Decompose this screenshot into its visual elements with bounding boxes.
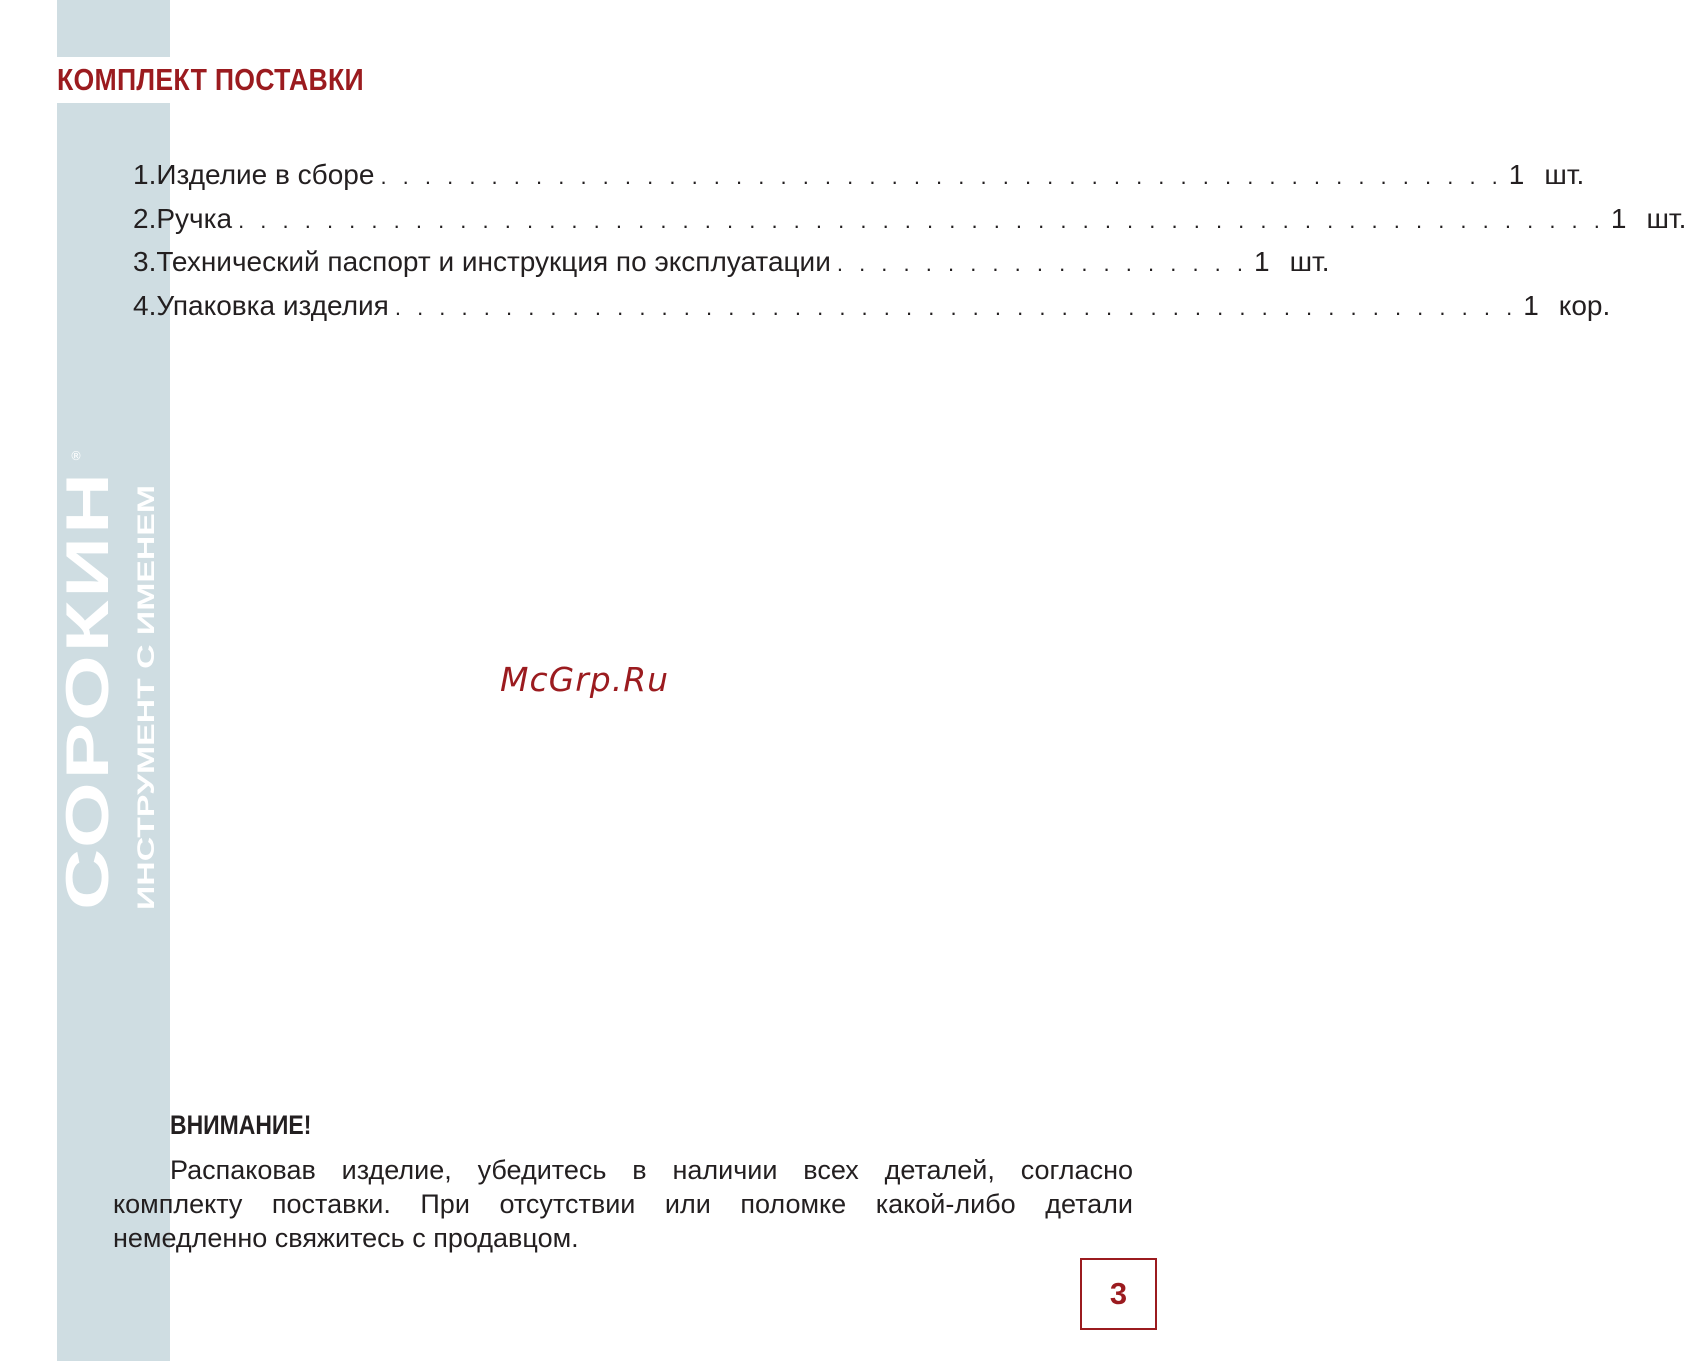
item-number: 1. — [133, 159, 157, 190]
item-quantity: 1 — [1610, 202, 1627, 234]
item-number: 2. — [133, 202, 157, 234]
item-name: Технический паспорт и инструкция по эксплуатации — [156, 246, 831, 277]
item-unit: шт. — [1289, 246, 1330, 277]
attention-text: Распаковав изделие, убедитесь в наличии всех деталей, согласно комплекту поставки. При отсутствии или поломке какой-либо детали немедленно свяжитесь с продавцом. — [113, 1155, 1133, 1253]
list-item — [133, 240, 1330, 284]
page-number: 3 — [1080, 1258, 1157, 1330]
item-unit: кор. — [1558, 289, 1611, 321]
dot-leader: . . . . . . . . . . . . . . . . . . . . . . . . . . . . . . . . . . . . . . . . . . . . . . . . . . . — [394, 294, 1518, 320]
item-number: 4. — [133, 289, 157, 321]
brand-logo — [54, 448, 162, 918]
item-unit: шт. — [1646, 202, 1686, 234]
item-quantity: 1 — [1254, 246, 1270, 277]
item-number: 3. — [133, 246, 157, 277]
item-name: Изделие в сборе — [156, 159, 375, 190]
list-item — [133, 153, 1585, 197]
list-item — [133, 197, 1686, 241]
attention-heading: ВНИМАНИЕ! — [170, 1110, 312, 1140]
dot-leader: . . . . . . . . . . . . . . . . . . . . . . . . . . . . . . . . . . . . . . . . . . . . . . . . . . . . . . . . . . . . . . — [238, 207, 1605, 233]
brand-name: СОРОКИН — [54, 598, 121, 910]
item-name: Ручка — [156, 202, 233, 234]
registered-mark: ® — [70, 449, 82, 463]
item-quantity: 1 — [1523, 289, 1539, 321]
brand-tagline: ИНСТРУМЕНТ С ИМЕНЕМ — [133, 608, 160, 910]
watermark: McGrp.Ru — [500, 660, 670, 699]
item-unit: шт. — [1544, 159, 1585, 190]
list-item — [133, 284, 1611, 328]
contents-list — [133, 153, 1686, 327]
dot-leader: . . . . . . . . . . . . . . . . . . . — [836, 251, 1248, 276]
item-name: Упаковка изделия — [156, 289, 389, 321]
dot-leader: . . . . . . . . . . . . . . . . . . . . . . . . . . . . . . . . . . . . . . . . . . . . . . . . . . . — [380, 164, 1503, 189]
page-title: КОМПЛЕКТ ПОСТАВКИ — [57, 62, 364, 97]
item-quantity: 1 — [1508, 159, 1525, 190]
